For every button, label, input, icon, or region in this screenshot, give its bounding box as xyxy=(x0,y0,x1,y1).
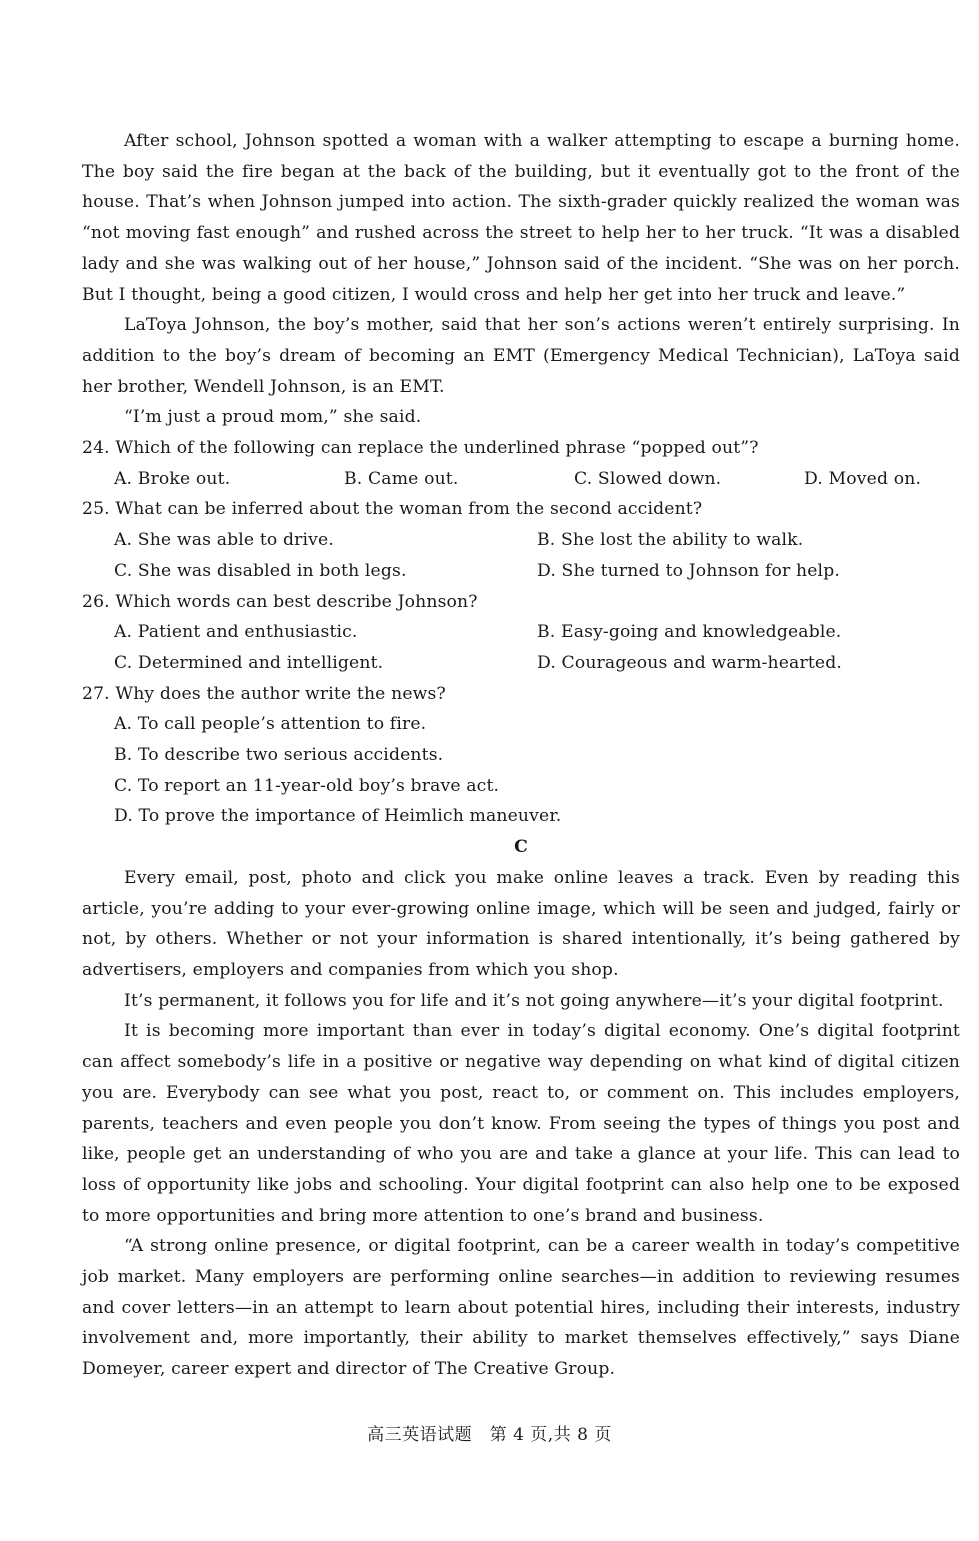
option-a: A. Broke out. xyxy=(114,468,231,489)
option-a: A. To call people’s attention to fire. xyxy=(114,714,427,735)
passage-c-paragraph: It’s permanent, it follows you for life and it’s not going anywhere—it’s your digital footprint. xyxy=(124,990,944,1011)
page-footer: 高三英语试题 第 4 页,共 8 页 xyxy=(367,1425,612,1445)
options-row xyxy=(82,525,960,556)
passage-c-paragraph: Every email, post, photo and click you make online leaves a track. Even by reading this article, you’re adding to your ever-growing online image, which will be seen and judged, fairly or not, by others. Whether or not your information is shared intentionally, it’s being gathered by advertisers, employers and companies from which you shop. xyxy=(82,867,960,980)
options-row xyxy=(82,617,960,648)
option-b: B. Came out. xyxy=(344,468,459,489)
exam-page xyxy=(82,126,960,1385)
options-row xyxy=(82,464,960,495)
question-25 xyxy=(82,494,960,586)
option-d: D. Moved on. xyxy=(804,468,922,489)
option-c: C. To report an 11-year-old boy’s brave act. xyxy=(114,775,500,796)
option-c: C. Determined and intelligent. xyxy=(114,652,384,673)
option-a: A. Patient and enthusiastic. xyxy=(114,622,358,643)
option-a: A. She was able to drive. xyxy=(114,530,334,551)
question-26 xyxy=(82,587,960,679)
option-b: B. To describe two serious accidents. xyxy=(114,745,444,766)
option-b: B. She lost the ability to walk. xyxy=(537,530,804,551)
option-d: D. Courageous and warm-hearted. xyxy=(537,652,842,673)
question-stem: 24. Which of the following can replace the underlined phrase “popped out”? xyxy=(82,438,759,459)
passage-b-paragraph: “I’m just a proud mom,” she said. xyxy=(124,407,422,428)
question-stem: 26. Which words can best describe Johnson? xyxy=(82,591,478,612)
option-b: B. Easy-going and knowledgeable. xyxy=(537,622,842,643)
question-stem: 25. What can be inferred about the woman from the second accident? xyxy=(82,499,703,520)
question-27 xyxy=(82,679,960,833)
question-24 xyxy=(82,433,960,494)
option-c: C. She was disabled in both legs. xyxy=(114,560,407,581)
options-row xyxy=(82,556,960,587)
passage-c-paragraph: “A strong online presence, or digital footprint, can be a career wealth in today’s competitive job market. Many employers are performing online searches—in addition to reviewing resumes and cover letters—in an attempt to learn about potential hires, including their interests, industry involvement and, more importantly, their ability to market themselves effectively,” says Diane Domeyer, career expert and director of The Creative Group. xyxy=(82,1236,960,1380)
option-d: D. She turned to Johnson for help. xyxy=(537,560,840,581)
passage-b-paragraph: After school, Johnson spotted a woman with a walker attempting to escape a burning home. The boy said the fire began at the back of the building, but it eventually got to the front of the house. That’s when Johnson jumped into action. The sixth-grader quickly realized the woman was “not moving fast enough” and rushed across the street to help her to her truck. “It was a disabled lady and she was walking out of her house,” Johnson said of the incident. “She was on her porch. But I thought, being a good citizen, I would cross and help her get into her truck and leave.” xyxy=(82,131,960,305)
option-d: D. To prove the importance of Heimlich maneuver. xyxy=(114,806,562,827)
passage-c-paragraph: It is becoming more important than ever in today’s digital economy. One’s digital footprint can affect somebody’s life in a positive or negative way depending on what kind of digital citizen you are. Everybody can see what you post, react to, or comment on. This includes employers, parents, teachers and even people you don’t know. From seeing the types of things you post and like, people get an understanding of who you are and take a glance at your life. This can lead to loss of opportunity like jobs and schooling. Your digital footprint can also help one to be exposed to more opportunities and bring more attention to one’s brand and business. xyxy=(82,1021,960,1226)
passage-b-paragraph: LaToya Johnson, the boy’s mother, said that her son’s actions weren’t entirely surprising. In addition to the boy’s dream of becoming an EMT (Emergency Medical Technician), LaToya said her brother, Wendell Johnson, is an EMT. xyxy=(82,315,960,397)
options-row xyxy=(82,648,960,679)
question-stem: 27. Why does the author write the news? xyxy=(82,683,446,704)
section-title: C xyxy=(514,837,528,858)
option-c: C. Slowed down. xyxy=(574,468,722,489)
